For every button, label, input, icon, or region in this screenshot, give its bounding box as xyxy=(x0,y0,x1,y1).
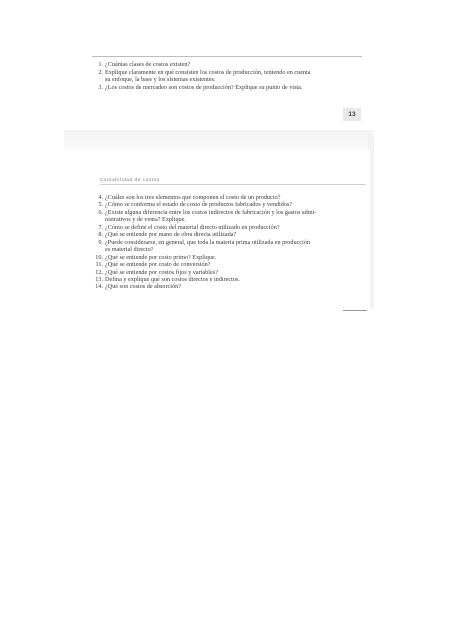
page-number: 13 xyxy=(343,108,361,121)
question-number: 1. xyxy=(98,61,103,68)
question-text: ¿Cuáles son los tres elementos que componen el costo de un producto? xyxy=(105,194,281,201)
question-text: Defina y explique qué son costos directos e indirectos. xyxy=(105,275,240,283)
question-number: 4. xyxy=(98,194,103,201)
question-item xyxy=(92,201,368,208)
question-text: ¿Cómo se conforma el estado de costo de productos fabricados y vendidos? xyxy=(105,201,293,209)
section-header: Contabilidad de costos xyxy=(100,177,160,182)
question-item xyxy=(92,224,368,231)
page-gap-band xyxy=(64,130,374,150)
question-item xyxy=(92,209,368,224)
question-number: 13. xyxy=(95,275,103,283)
top-rule xyxy=(92,56,362,57)
question-text: Explique claramente en qué consisten los costos de producción, teniendo en cuenta xyxy=(105,68,311,76)
question-text: ¿Qué se entiende por costo primo? Explique. xyxy=(105,253,217,261)
question-number: 10. xyxy=(95,253,103,261)
question-number: 8. xyxy=(98,231,103,239)
question-number: 7. xyxy=(98,223,103,231)
question-text: ¿Puede considerarse, en general, que toda la materia prima utilizada en producción xyxy=(105,238,310,246)
question-text: su enfoque, la base y los sistemas existentes. xyxy=(105,76,216,84)
question-number: 2. xyxy=(98,68,103,76)
question-text: es material directo? xyxy=(105,246,154,254)
question-text: ¿Qué se entiende por mano de obra directa utilizada? xyxy=(105,231,237,239)
question-item xyxy=(92,69,367,84)
question-text: ¿Qué son costos de absorción? xyxy=(105,283,181,291)
question-item xyxy=(92,276,368,283)
question-item xyxy=(92,239,368,254)
question-number: 6. xyxy=(98,208,103,216)
question-item xyxy=(92,231,368,238)
question-number: 11. xyxy=(95,261,103,269)
top-question-list xyxy=(92,61,367,91)
question-item xyxy=(92,261,368,268)
question-text: nistrativos y de venta? Explique. xyxy=(105,216,186,224)
question-text: ¿Cuántas clases de costos existen? xyxy=(105,61,191,68)
question-text: ¿Los costos de mercadeo son costos de producción? Explique su punto de vista. xyxy=(105,83,303,91)
bottom-question-list xyxy=(92,194,368,291)
question-number: 3. xyxy=(98,83,103,91)
question-number: 14. xyxy=(95,283,103,291)
question-text: ¿Cómo se define el costo del material directo utilizado en producción? xyxy=(105,223,280,231)
question-text: ¿Qué se entiende por costo de conversión? xyxy=(105,261,211,269)
question-item xyxy=(92,269,368,276)
question-item xyxy=(92,84,367,92)
question-item xyxy=(92,283,368,290)
question-item xyxy=(92,61,367,69)
question-number: 9. xyxy=(98,238,103,246)
question-item xyxy=(92,254,368,261)
question-number: 12. xyxy=(95,268,103,276)
header-rule xyxy=(100,184,366,185)
question-text: ¿Existe alguna diferencia entre los costos indirectos de fabricación y los gastos admi- xyxy=(105,208,317,216)
question-item xyxy=(92,194,368,201)
question-text: ¿Qué se entiende por costos fijos y variables? xyxy=(105,268,218,276)
question-number: 5. xyxy=(98,201,103,209)
end-mark xyxy=(343,310,367,311)
